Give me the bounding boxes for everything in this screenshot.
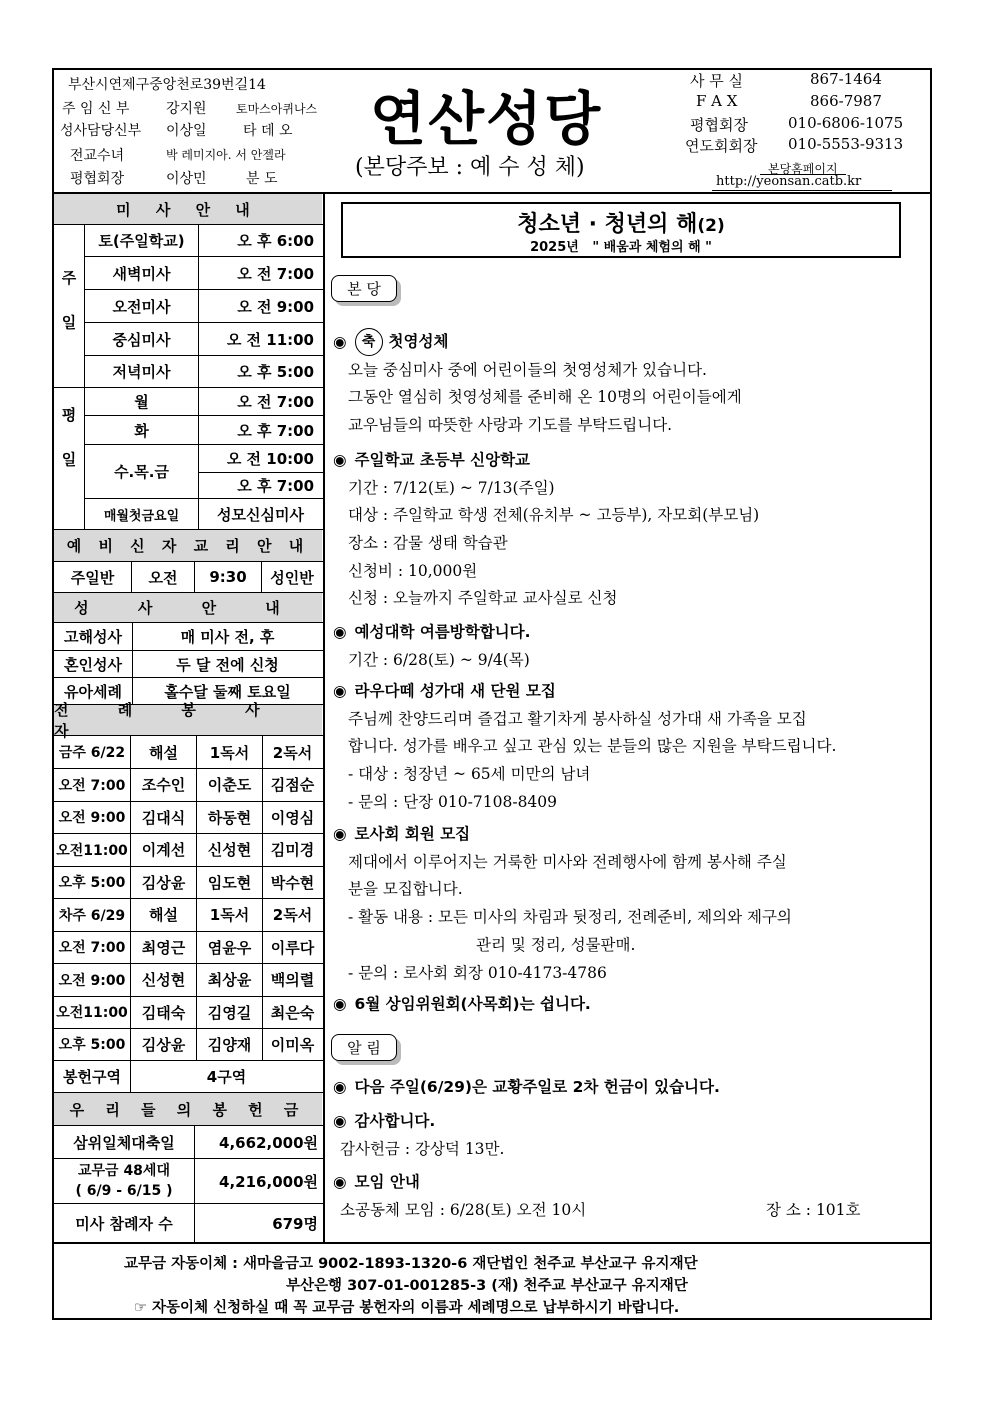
minister-cell: 오전11:00	[56, 1005, 128, 1021]
page-subtitle: (본당주보 : 예 수 성 체)	[355, 155, 585, 180]
banner-title-text: 청소년 · 청년의 해	[517, 212, 698, 237]
parish-item-line: 관리 및 정리, 성물판매.	[476, 936, 636, 954]
minister-cell: 이미옥	[270, 1035, 315, 1054]
sacrament-name: 고해성사	[64, 628, 122, 646]
mass-time: 오 전 7:00	[237, 393, 314, 411]
address: 부산시연제구중앙천로39번길14	[68, 77, 266, 93]
catechumen-cell: 오전	[148, 568, 178, 587]
homepage-underline	[760, 174, 846, 175]
parish-item-title	[333, 822, 470, 844]
mass-name: 오전미사	[112, 297, 171, 316]
staff-name: 강지원	[166, 101, 207, 117]
staff-baptismal: 타 데 오	[243, 123, 293, 139]
parish-news-tag: 본 당	[331, 275, 397, 302]
sacrament-value: 홀수달 둘째 토요일	[164, 682, 291, 701]
minister-cell: 오전 9:00	[58, 810, 126, 826]
notice-item-line: 감사헌금 : 강상덕 13만.	[340, 1140, 505, 1158]
parish-item-line: 신청 : 오늘까지 주일학교 교사실로 신청	[348, 589, 618, 607]
offering-value: 4,216,000원	[219, 1172, 318, 1191]
parish-item-line: - 활동 내용 : 모든 미사의 차림과 뒷정리, 전례준비, 제의와 제구의	[348, 908, 792, 926]
mass-name: 수.목.금	[114, 463, 169, 481]
parish-item-line: 분을 모집합니다.	[348, 880, 463, 898]
parish-item-line: - 대상 : 청장년 ~ 65세 미만의 남녀	[348, 765, 591, 783]
minister-cell: 박수현	[270, 873, 315, 892]
minister-header-cell: 금주 6/22	[58, 745, 126, 761]
parish-item-title	[333, 328, 448, 356]
bullet-icon: ◉	[333, 1173, 347, 1191]
item-title: 예성대학 여름방학합니다.	[354, 623, 531, 641]
offerings-title: 우 리 들 의 봉 헌 금	[54, 1093, 322, 1125]
item-title: 라우다떼 성가대 새 단원 모집	[354, 682, 556, 700]
minister-cell: 김미경	[270, 841, 315, 859]
minister-header-cell: 2독서	[272, 906, 313, 924]
parish-item-title	[333, 679, 556, 701]
parish-item-line: 장소 : 감물 생태 학습관	[348, 534, 508, 552]
offering-label: 삼위일체대축일	[73, 1133, 175, 1152]
minister-cell: 최상윤	[207, 971, 252, 989]
mass-section-title: 미 사 안 내	[54, 194, 322, 224]
minister-cell: 염윤우	[207, 938, 252, 957]
parish-item-line: 대상 : 주일학교 학생 전체(유치부 ~ 고등부), 자모회(부모님)	[348, 506, 760, 524]
catechumen-cell: 성인반	[270, 568, 314, 587]
parish-item-title	[333, 448, 530, 470]
catechumen-title: 예 비 신 자 교 리 안 내	[54, 530, 322, 561]
banner-title-number: (2)	[697, 216, 725, 236]
mass-time: 오 전 11:00	[226, 330, 314, 349]
minister-header-cell: 해설	[149, 743, 178, 762]
mass-time: 오 후 7:00	[237, 421, 314, 440]
contact-label: 평협회장	[690, 116, 748, 134]
offering-label-line: ( 6/9 - 6/15 )	[75, 1183, 173, 1199]
homepage-label: 본당홈페이지	[768, 162, 838, 176]
offering-value: 4,662,000원	[219, 1133, 318, 1152]
bullet-icon: ◉	[333, 825, 347, 843]
staff-role: 성사담당신부	[60, 123, 142, 139]
mass-name: 화	[134, 421, 149, 440]
staff-role: 평협회장	[70, 171, 125, 187]
item-title: 주일학교 초등부 신앙학교	[354, 451, 531, 469]
minister-cell: 오후 5:00	[58, 875, 126, 891]
sunday-label-text: 주 일	[59, 270, 78, 342]
minister-cell: 오전 7:00	[58, 940, 126, 956]
staff-baptismal: 분 도	[246, 171, 278, 187]
sacraments-title: 성 사 안 내	[54, 593, 322, 622]
notice-item-line: 소공동체 모임 : 6/28(토) 오전 10시	[340, 1201, 587, 1219]
sacrament-value: 매 미사 전, 후	[180, 628, 275, 646]
first-friday-label: 매월첫금요일	[103, 508, 180, 524]
footer-divider	[52, 1242, 932, 1244]
notice-item-place: 장 소 : 101호	[766, 1201, 861, 1219]
item-title: 다음 주일(6/29)은 교황주일로 2차 헌금이 있습니다.	[354, 1078, 720, 1096]
offering-zone-label: 봉헌구역	[63, 1068, 121, 1086]
weekday-label	[54, 388, 84, 498]
staff-name: 이상민	[166, 171, 207, 187]
catechumen-cell: 9:30	[209, 568, 247, 586]
banner-title	[343, 207, 899, 238]
ministers-title: 전 례 봉 사 자	[54, 705, 322, 735]
minister-cell: 신성현	[207, 841, 252, 859]
mass-name: 월	[134, 393, 149, 411]
parish-item-title	[333, 992, 591, 1014]
homepage-link[interactable]: http://yeonsan.catb.kr	[716, 174, 862, 189]
minister-cell: 이영심	[270, 808, 315, 827]
mass-time: 오 후 7:00	[237, 477, 314, 495]
footer-transfer-1: 교무금 자동이체 : 새마을금고 9002-1893-1320-6 재단법인 천주교 부산교구 유지재단	[124, 1256, 698, 1272]
mass-time: 오 전 9:00	[237, 297, 314, 316]
item-title: 6월 상임위원회(사목회)는 쉽니다.	[354, 995, 591, 1013]
minister-cell: 오전 9:00	[58, 972, 126, 989]
mass-name: 저녁미사	[112, 363, 171, 381]
attendance-label: 미사 참례자 수	[75, 1214, 173, 1233]
minister-cell: 김대식	[141, 808, 186, 827]
footer-transfer-2: 부산은행 307-01-001285-3 (재) 천주교 부산교구 유지재단	[286, 1278, 688, 1294]
staff-role: 주 임 신 부	[62, 101, 130, 117]
notice-item-title	[333, 1109, 435, 1131]
minister-cell: 김양재	[207, 1035, 252, 1054]
notice-item-title	[333, 1170, 420, 1192]
staff-role: 전교수녀	[70, 148, 125, 164]
minister-cell: 김상윤	[141, 1035, 186, 1054]
minister-cell: 오전 7:00	[58, 777, 126, 794]
parish-item-line: 그동안 열심히 첫영성체를 준비해 온 10명의 어린이들에게	[348, 388, 742, 406]
minister-header-cell: 1독서	[209, 743, 250, 762]
minister-cell: 하동현	[207, 808, 252, 827]
minister-header-cell: 해설	[149, 906, 178, 924]
parish-item-line: 신청비 : 10,000원	[348, 562, 478, 580]
minister-cell: 이계선	[141, 841, 186, 859]
parish-item-line: 합니다. 성가를 배우고 싶고 관심 있는 분들의 많은 지원을 부탁드립니다.	[348, 737, 837, 755]
celebration-icon: 축	[355, 328, 383, 356]
minister-cell: 조수인	[141, 776, 186, 794]
banner-subtitle: 2025년 " 배움과 체험의 해 "	[530, 240, 712, 255]
minister-cell: 이루다	[270, 938, 315, 957]
notice-item-title	[333, 1075, 720, 1097]
mass-time: 오 후 6:00	[237, 232, 314, 250]
item-title: 모임 안내	[354, 1173, 420, 1191]
sacrament-value: 두 달 전에 신청	[176, 655, 279, 674]
contact-value: 010-6806-1075	[788, 114, 904, 132]
mass-name: 새벽미사	[112, 264, 171, 283]
bullet-icon: ◉	[333, 451, 347, 469]
minister-cell: 오전11:00	[56, 842, 128, 859]
bullet-icon: ◉	[333, 1112, 347, 1130]
minister-cell: 김영길	[207, 1003, 252, 1022]
theme-banner	[341, 202, 901, 258]
minister-cell: 김태숙	[141, 1003, 186, 1022]
item-title: 첫영성체	[388, 332, 449, 351]
minister-cell: 신성현	[141, 971, 186, 989]
bullet-icon: ◉	[333, 682, 347, 700]
parish-item-line: 교우님들의 따뜻한 사랑과 기도를 부탁드립니다.	[348, 416, 673, 434]
staff-name: 박 레미지아. 서 안젤라	[166, 148, 286, 162]
parish-item-title	[333, 620, 531, 642]
offering-label-line: 교무금 48세대	[78, 1163, 170, 1179]
minister-cell: 백의렬	[270, 971, 315, 989]
bullet-icon: ◉	[333, 1078, 347, 1096]
catechumen-cell: 주일반	[70, 568, 115, 587]
minister-cell: 김점순	[270, 776, 315, 794]
minister-header-cell: 1독서	[209, 906, 250, 924]
contact-value: 866-7987	[810, 92, 882, 110]
footer-note: ☞ 자동이체 신청하실 때 꼭 교무금 봉헌자의 이름과 세례명으로 납부하시기 바랍니다.	[134, 1300, 680, 1316]
contact-value: 010-5553-9313	[788, 135, 904, 153]
offering-zone-value: 4구역	[206, 1068, 247, 1086]
first-friday-value: 성모신심미사	[217, 505, 304, 524]
mass-time: 오 후 5:00	[237, 363, 314, 381]
bullet-icon: ◉	[333, 995, 347, 1013]
sidebar-divider	[323, 193, 325, 1242]
parish-item-line: - 문의 : 로사회 회장 010-4173-4786	[348, 964, 607, 982]
staff-name: 이상일	[166, 123, 207, 139]
minister-cell: 이춘도	[207, 776, 252, 794]
offering-label	[54, 1159, 194, 1203]
parish-item-line: 기간 : 7/12(토) ~ 7/13(주일)	[348, 479, 555, 497]
minister-cell: 최영근	[141, 938, 186, 957]
contact-label: 사 무 실	[690, 72, 744, 90]
staff-baptismal: 토마스아퀴나스	[236, 102, 318, 116]
sacrament-name: 유아세례	[64, 682, 122, 701]
item-title: 로사회 회원 모집	[354, 825, 471, 843]
mass-name: 중심미사	[112, 330, 171, 349]
parish-item-line: 주님께 찬양드리며 즐겁고 활기차게 봉사하실 성가대 새 가족을 모집	[348, 710, 807, 728]
minister-header-cell: 차주 6/29	[58, 907, 126, 924]
bullet-icon: ◉	[333, 623, 347, 641]
attendance-value: 679명	[272, 1214, 318, 1233]
minister-cell: 임도현	[207, 873, 252, 892]
parish-item-line: 오늘 중심미사 중에 어린이들의 첫영성체가 있습니다.	[348, 361, 707, 379]
mass-time: 오 전 10:00	[226, 450, 314, 468]
mass-name: 토(주일학교)	[98, 232, 185, 250]
parish-item-line: 제대에서 이루어지는 거룩한 미사와 전례행사에 함께 봉사해 주실	[348, 853, 787, 871]
contact-label: F A X	[696, 92, 738, 110]
homepage-underline	[712, 190, 892, 191]
sunday-label	[54, 225, 84, 387]
notice-tag: 알 림	[331, 1034, 397, 1061]
page-title: 연산성당	[370, 85, 603, 153]
minister-cell: 김상윤	[141, 873, 186, 892]
contact-label: 연도회회장	[685, 137, 758, 155]
minister-header-cell: 2독서	[272, 743, 313, 762]
minister-cell: 최은숙	[270, 1003, 315, 1022]
parish-item-line: - 문의 : 단장 010-7108-8409	[348, 793, 558, 811]
sacrament-name: 혼인성사	[64, 655, 122, 674]
parish-item-line: 기간 : 6/28(토) ~ 9/4(목)	[348, 651, 530, 669]
minister-cell: 오후 5:00	[58, 1037, 126, 1053]
contact-value: 867-1464	[810, 70, 882, 88]
item-title: 감사합니다.	[354, 1112, 436, 1130]
weekday-label-text: 평 일	[59, 407, 78, 479]
bullet-icon: ◉	[333, 332, 347, 351]
mass-time: 오 전 7:00	[237, 264, 314, 283]
